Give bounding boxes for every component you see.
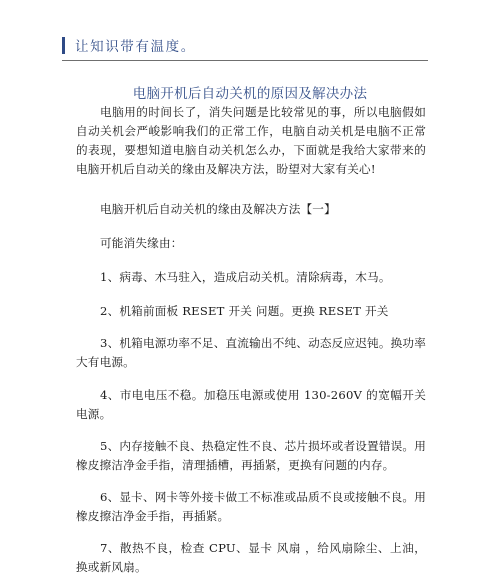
cause-item-2: 2、机箱前面板 RESET 开关 问题。更换 RESET 开关 [100,304,389,318]
section-heading: 电脑开机后自动关机的缘由及解决方法【一】 [100,202,336,216]
cause-item-7: 7、散热不良，检查 CPU、显卡 风扇 ，给风扇除尘、上油，换或新风扇。 [76,541,426,574]
header-slogan: 让知识带有温度。 [75,39,196,55]
header-accent-bar [62,37,65,54]
cause-item-6: 6、显卡、网卡等外接卡做工不标准或品质不良或接触不良。用橡皮擦洁净金手指，再插紧。 [76,490,427,523]
cause-item-1: 1、病毒、木马驻入，造成启动关机。清除病毒，木马。 [100,270,391,284]
cause-item-4: 4、市电电压不稳。加稳压电源或使用 130-260V 的宽幅开关电源。 [76,388,426,421]
page-header [62,34,428,61]
cause-item-5: 5、内存接触不良、热稳定性不良、芯片损坏或者设置错误。用橡皮擦洁净金手指，清理插槽，再插紧，更换有问题的内存。 [76,439,427,472]
document-title: 电脑开机后自动关机的原因及解决办法 [132,86,368,102]
intro-paragraph: 电脑用的时间长了，消失问题是比较常见的事，所以电脑假如自动关机会严峻影响我们的正常工作，电脑自动关机是电脑不正常的表现，要想知道电脑自动关机怎么办，下面就是我给大家带来的电脑开机后自动关的缘由及解决方法，盼望对大家有关心! [76,105,426,176]
causes-label: 可能消失缘由： [100,236,183,250]
cause-item-3: 3、机箱电源功率不足、直流输出不纯、动态反应迟钝。换功率大有电源。 [76,336,427,369]
